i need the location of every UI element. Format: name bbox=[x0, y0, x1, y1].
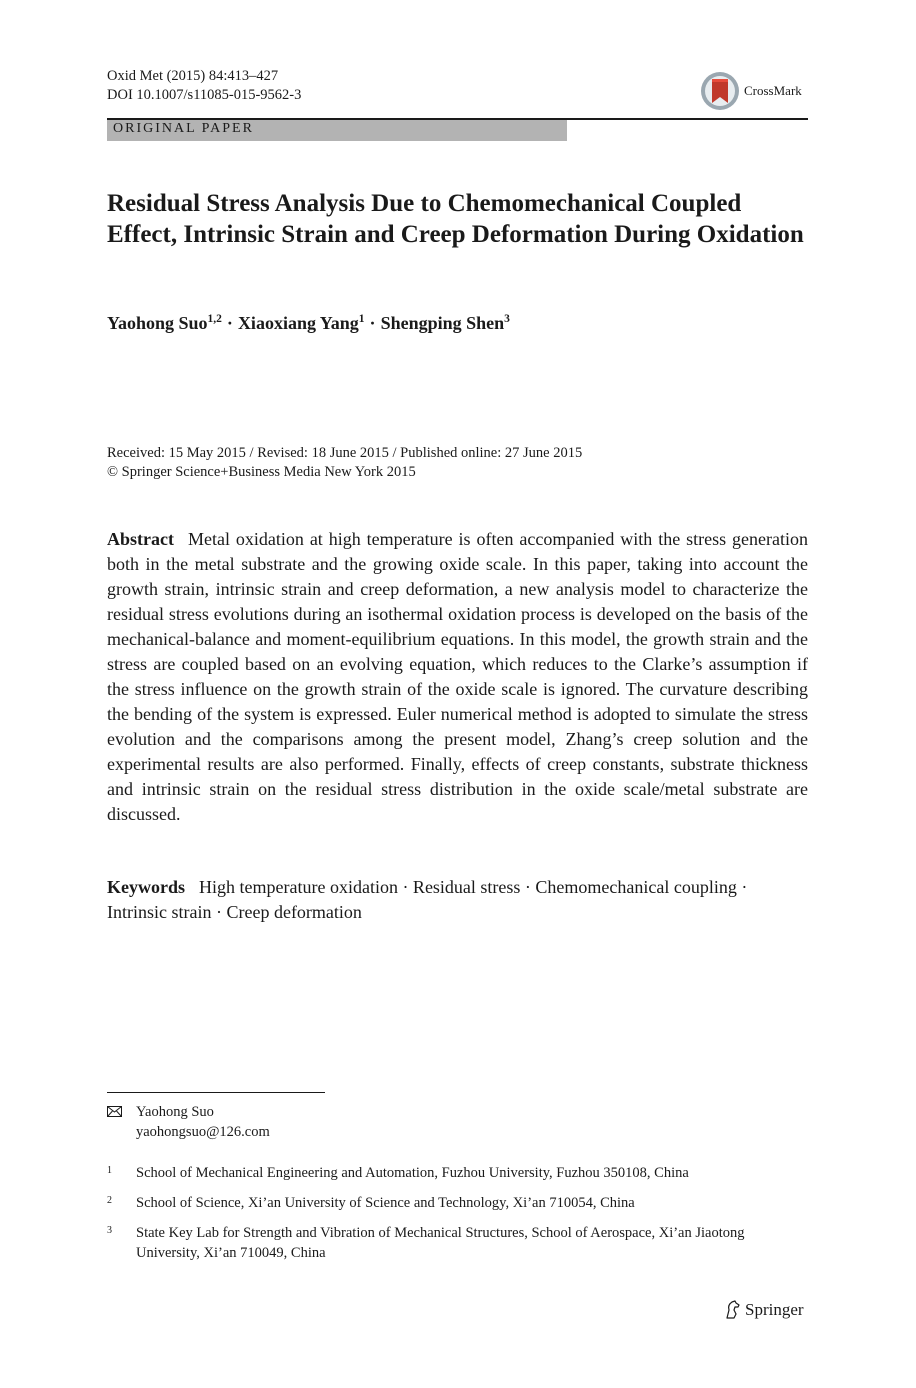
author[interactable]: Yaohong Suo$^{1,2}$ bbox=[107, 313, 222, 333]
dates-line: Received: 15 May 2015 / Revised: 18 June 2015 / Published online: 27 June 2015 bbox=[107, 445, 583, 461]
footnote-rule bbox=[107, 1092, 325, 1093]
author-affiliation-ref: 1 bbox=[358, 313, 365, 325]
article-type-band bbox=[107, 120, 567, 141]
paper-title: Residual Stress Analysis Due to Chemomechanical Coupled Effect, Intrinsic Strain and Creep Deformation During Oxidation bbox=[107, 190, 804, 248]
keywords bbox=[107, 875, 808, 925]
envelope-icon bbox=[107, 1106, 122, 1117]
affiliation bbox=[107, 1193, 808, 1213]
author-separator: · bbox=[226, 313, 233, 333]
affiliation-number: 2 bbox=[107, 1195, 112, 1206]
corresponding-name: Yaohong Suo bbox=[136, 1104, 214, 1120]
author-separator: · bbox=[369, 313, 376, 333]
author[interactable]: Shengping Shen$^3$ bbox=[380, 313, 510, 333]
author-affiliation-ref: 3 bbox=[504, 313, 510, 325]
affiliation bbox=[107, 1223, 808, 1263]
crossmark-label: CrossMark bbox=[744, 83, 802, 98]
author-list bbox=[107, 313, 510, 334]
crossmark-badge[interactable] bbox=[700, 70, 802, 112]
corresponding-author bbox=[107, 1102, 270, 1142]
article-type: ORIGINAL PAPER bbox=[113, 121, 254, 136]
author-affiliation-ref: 1,2 bbox=[207, 313, 222, 325]
crossmark-icon bbox=[700, 70, 740, 112]
affiliation-text: School of Mechanical Engineering and Automation, Fuzhou University, Fuzhou 350108, China bbox=[136, 1165, 689, 1181]
copyright-line: © Springer Science+Business Media New York 2015 bbox=[107, 464, 416, 480]
corresponding-email[interactable]: yaohongsuo@126.com bbox=[136, 1124, 270, 1140]
keywords-heading: Keywords bbox=[107, 877, 185, 897]
springer-horse-icon bbox=[724, 1300, 741, 1320]
author[interactable]: Xiaoxiang Yang$^1$ bbox=[237, 313, 365, 333]
abstract-heading: Abstract bbox=[107, 529, 174, 549]
abstract-text: Metal oxidation at high temperature is often accompanied with the stress generation both in the metal substrate and the growing oxide scale. In this paper, taking into account the growth strain, intrinsic strain and creep deformation, a new analysis model to characterize the residual stress evolutions during an isothermal oxidation process is developed on the basis of the mechanical-balance and moment-equilibrium equations. In this model, the growth strain and the stress are coupled based on an evolving equation, which reduces to the Clarke’s assumption if the stress influence on the growth strain of the oxide scale is ignored. The curvature describing the bending of the system is expressed. Euler numerical method is adopted to simulate the stress evolution and the comparisons among the present model, Zhang’s creep solution and the experimental results are also performed. Finally, effects of creep constants, substrate thickness and intrinsic strain on the residual stress distribution in the oxide scale/metal substrate are discussed. bbox=[107, 529, 808, 824]
affiliation bbox=[107, 1163, 808, 1183]
abstract bbox=[107, 527, 808, 827]
publication-history bbox=[107, 444, 582, 482]
keywords-text: High temperature oxidation · Residual stress · Chemomechanical coupling · Intrinsic strain · Creep deformation bbox=[107, 877, 748, 922]
affiliation-number: 1 bbox=[107, 1165, 112, 1176]
publisher-name: Springer bbox=[745, 1300, 804, 1319]
affiliation-number: 3 bbox=[107, 1225, 112, 1236]
journal-line: Oxid Met (2015) 84:413–427 bbox=[107, 68, 279, 84]
journal-citation bbox=[107, 67, 301, 105]
doi-line[interactable]: DOI 10.1007/s11085-015-9562-3 bbox=[107, 87, 302, 103]
publisher-logo bbox=[724, 1300, 804, 1320]
affiliation-text: State Key Lab for Strength and Vibration of Mechanical Structures, School of Aerospace, Xi’an Jiaotong University, Xi’an 710049, China bbox=[136, 1225, 745, 1261]
affiliation-text: School of Science, Xi’an University of Science and Technology, Xi’an 710054, China bbox=[136, 1195, 635, 1211]
